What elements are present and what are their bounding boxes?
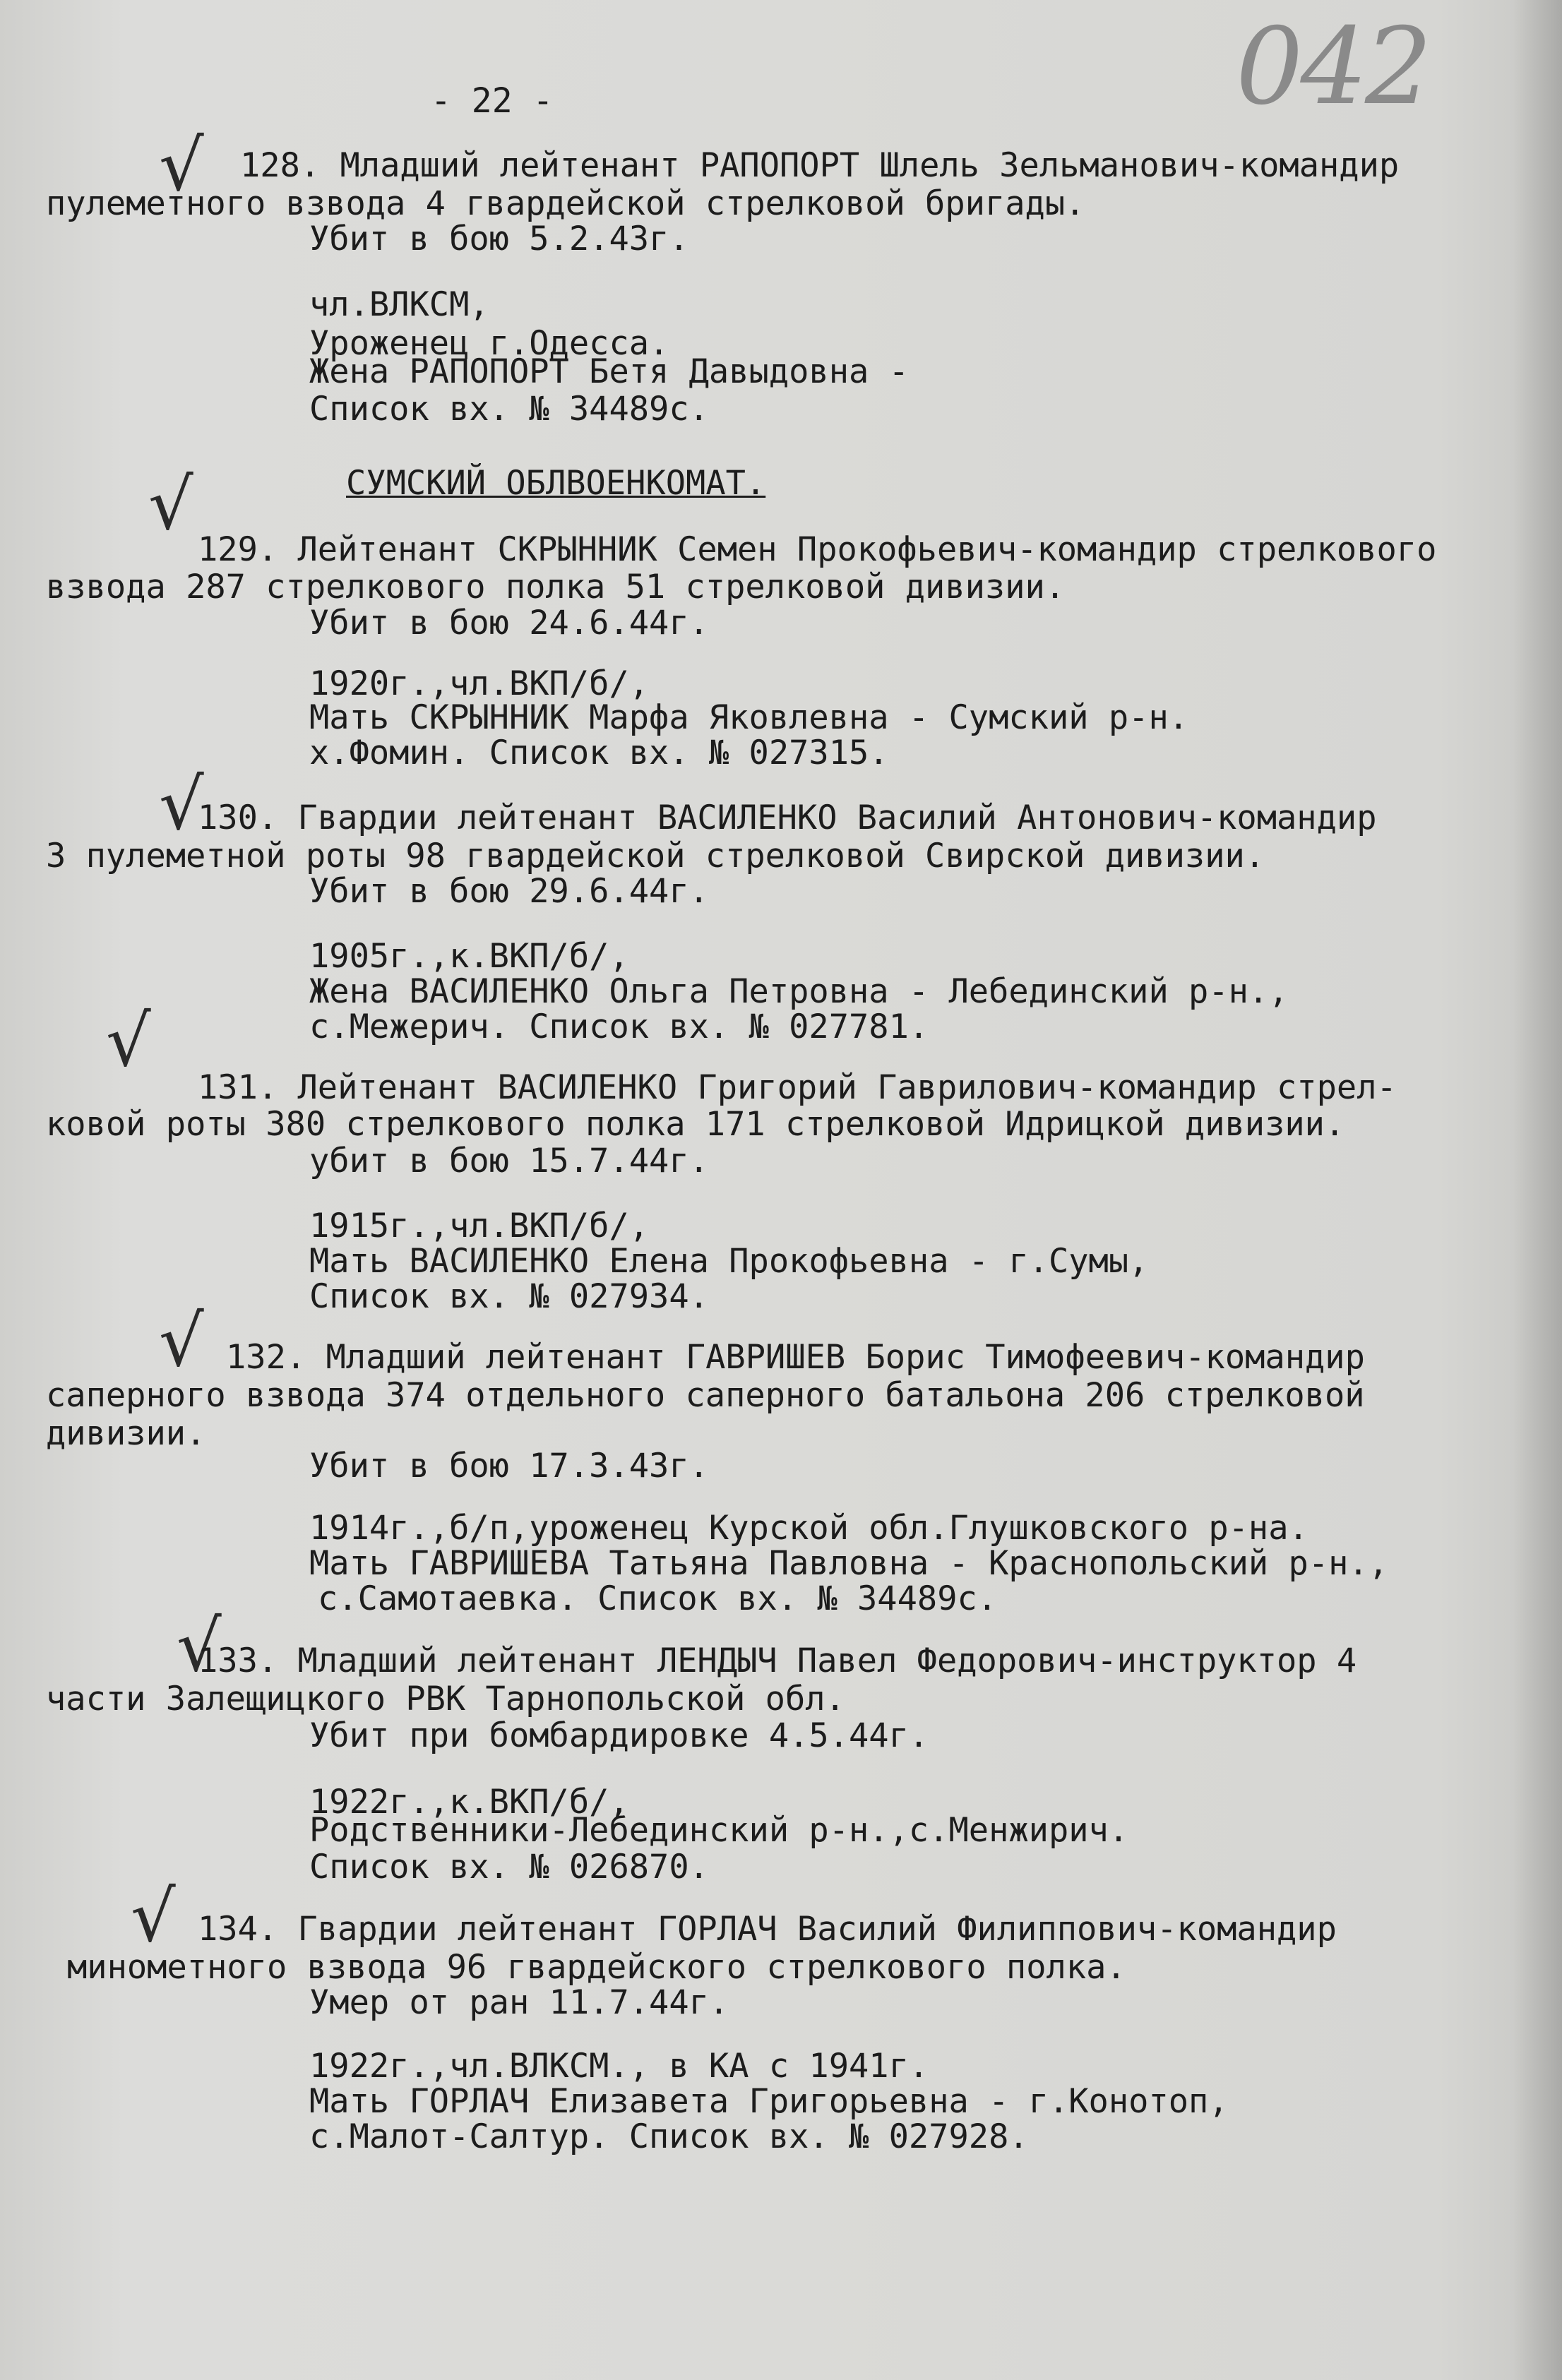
entry-130-line-1: 130. Гвардии лейтенант ВАСИЛЕНКО Василий Антонович-командир bbox=[198, 799, 1377, 837]
entry-132-line-1: 132. Младший лейтенант ГАВРИШЕВ Борис Тимофеевич-командир bbox=[226, 1338, 1365, 1377]
checkmark-icon: √ bbox=[131, 1875, 176, 1958]
checkmark-icon: √ bbox=[159, 124, 204, 207]
checkmark-icon: √ bbox=[106, 1000, 151, 1082]
entry-132-detail-1: 1914г.,б/п,уроженец Курской обл.Глушковского р-на. bbox=[309, 1509, 1308, 1548]
entry-128-death: Убит в бою 5.2.43г. bbox=[309, 220, 689, 258]
entry-129-line-2: взвода 287 стрелкового полка 51 стрелковой дивизии. bbox=[46, 568, 1066, 606]
entry-134-detail-1: 1922г.,чл.ВЛКСМ., в КА с 1941г. bbox=[309, 2047, 929, 2086]
entry-130-line-2: 3 пулеметной роты 98 гвардейской стрелковой Свирской дивизии. bbox=[46, 837, 1265, 875]
entry-131-death: убит в бою 15.7.44г. bbox=[309, 1142, 709, 1180]
entry-131-line-1: 131. Лейтенант ВАСИЛЕНКО Григорий Гаврилович-командир стрел- bbox=[198, 1068, 1397, 1107]
entry-131-line-2: ковой роты 380 стрелкового полка 171 стрелковой Идрицкой дивизии. bbox=[46, 1105, 1345, 1144]
entry-130-death: Убит в бою 29.6.44г. bbox=[309, 872, 709, 911]
entry-129-detail-3: х.Фомин. Список вх. № 027315. bbox=[309, 734, 889, 772]
entry-131-detail-3: Список вх. № 027934. bbox=[309, 1277, 709, 1316]
checkmark-icon: √ bbox=[159, 1300, 204, 1382]
entry-130-detail-2: Жена ВАСИЛЕНКО Ольга Петровна - Лебединский р-н., bbox=[309, 972, 1289, 1011]
entry-128-line-1: 128. Младший лейтенант РАПОПОРТ Шлель Зельманович-командир bbox=[240, 146, 1400, 185]
entry-128-detail-1: чл.ВЛКСМ, bbox=[309, 285, 489, 324]
entry-133-line-1: 133. Младший лейтенант ЛЕНДЫЧ Павел Федорович-инструктор 4 bbox=[198, 1642, 1357, 1680]
entry-134-line-1: 134. Гвардии лейтенант ГОРЛАЧ Василий Филиппович-командир bbox=[198, 1910, 1337, 1949]
entry-128-detail-2: Уроженец г.Одесса. bbox=[309, 324, 669, 363]
entry-131-detail-1: 1915г.,чл.ВКП/б/, bbox=[309, 1207, 650, 1245]
entry-132-death: Убит в бою 17.3.43г. bbox=[309, 1447, 709, 1485]
entry-132-detail-3: с.Самотаевка. Список вх. № 34489с. bbox=[318, 1579, 998, 1618]
page-edge-shadow bbox=[1513, 0, 1562, 2380]
checkmark-icon: √ bbox=[177, 1605, 222, 1687]
archive-number-stamp: 042 bbox=[1236, 6, 1430, 128]
entry-133-death: Убит при бомбардировке 4.5.44г. bbox=[309, 1716, 929, 1755]
entry-133-detail-1: 1922г.,к.ВКП/б/, bbox=[309, 1783, 629, 1822]
entry-128-detail-3: Жена РАПОПОРТ Бетя Давыдовна - bbox=[309, 352, 909, 391]
entry-132-line-2: саперного взвода 374 отдельного саперного батальона 206 стрелковой bbox=[46, 1376, 1365, 1415]
entry-128-detail-4: Список вх. № 34489с. bbox=[309, 390, 709, 429]
entry-132-line-3: дивизии. bbox=[46, 1414, 206, 1453]
checkmark-icon: √ bbox=[159, 763, 204, 846]
entry-129-detail-2: Мать СКРЫННИК Марфа Яковлевна - Сумский р-н. bbox=[309, 698, 1189, 737]
entry-129-detail-1: 1920г.,чл.ВКП/б/, bbox=[309, 664, 650, 703]
entry-133-line-2: части Залещицкого РВК Тарнопольской обл. bbox=[46, 1680, 845, 1718]
entry-129-line-1: 129. Лейтенант СКРЫННИК Семен Прокофьевич-командир стрелкового bbox=[198, 530, 1437, 569]
page-number: - 22 - bbox=[431, 81, 554, 121]
entry-131-detail-2: Мать ВАСИЛЕНКО Елена Прокофьевна - г.Сумы, bbox=[309, 1242, 1149, 1281]
entry-130-detail-1: 1905г.,к.ВКП/б/, bbox=[309, 937, 629, 976]
entry-133-detail-2: Родственники-Лебединский р-н.,с.Менжирич. bbox=[309, 1811, 1129, 1850]
entry-133-detail-3: Список вх. № 026870. bbox=[309, 1848, 709, 1886]
entry-132-detail-2: Мать ГАВРИШЕВА Татьяна Павловна - Краснопольский р-н., bbox=[309, 1544, 1389, 1583]
entry-128-line-2: пулеметного взвода 4 гвардейской стрелковой бригады. bbox=[46, 184, 1085, 223]
entry-134-detail-2: Мать ГОРЛАЧ Елизавета Григорьевна - г.Конотоп, bbox=[309, 2082, 1229, 2121]
checkmark-icon: √ bbox=[148, 463, 193, 546]
entry-134-detail-3: с.Малот-Салтур. Список вх. № 027928. bbox=[309, 2117, 1029, 2156]
entry-130-detail-3: с.Межерич. Список вх. № 027781. bbox=[309, 1007, 929, 1046]
entry-134-line-2: минометного взвода 96 гвардейского стрелкового полка. bbox=[67, 1948, 1126, 1987]
entry-134-death: Умер от ран 11.7.44г. bbox=[309, 1983, 729, 2022]
entry-129-death: Убит в бою 24.6.44г. bbox=[309, 604, 709, 642]
section-heading: СУМСКИЙ ОБЛВОЕНКОМАТ. bbox=[346, 464, 766, 503]
